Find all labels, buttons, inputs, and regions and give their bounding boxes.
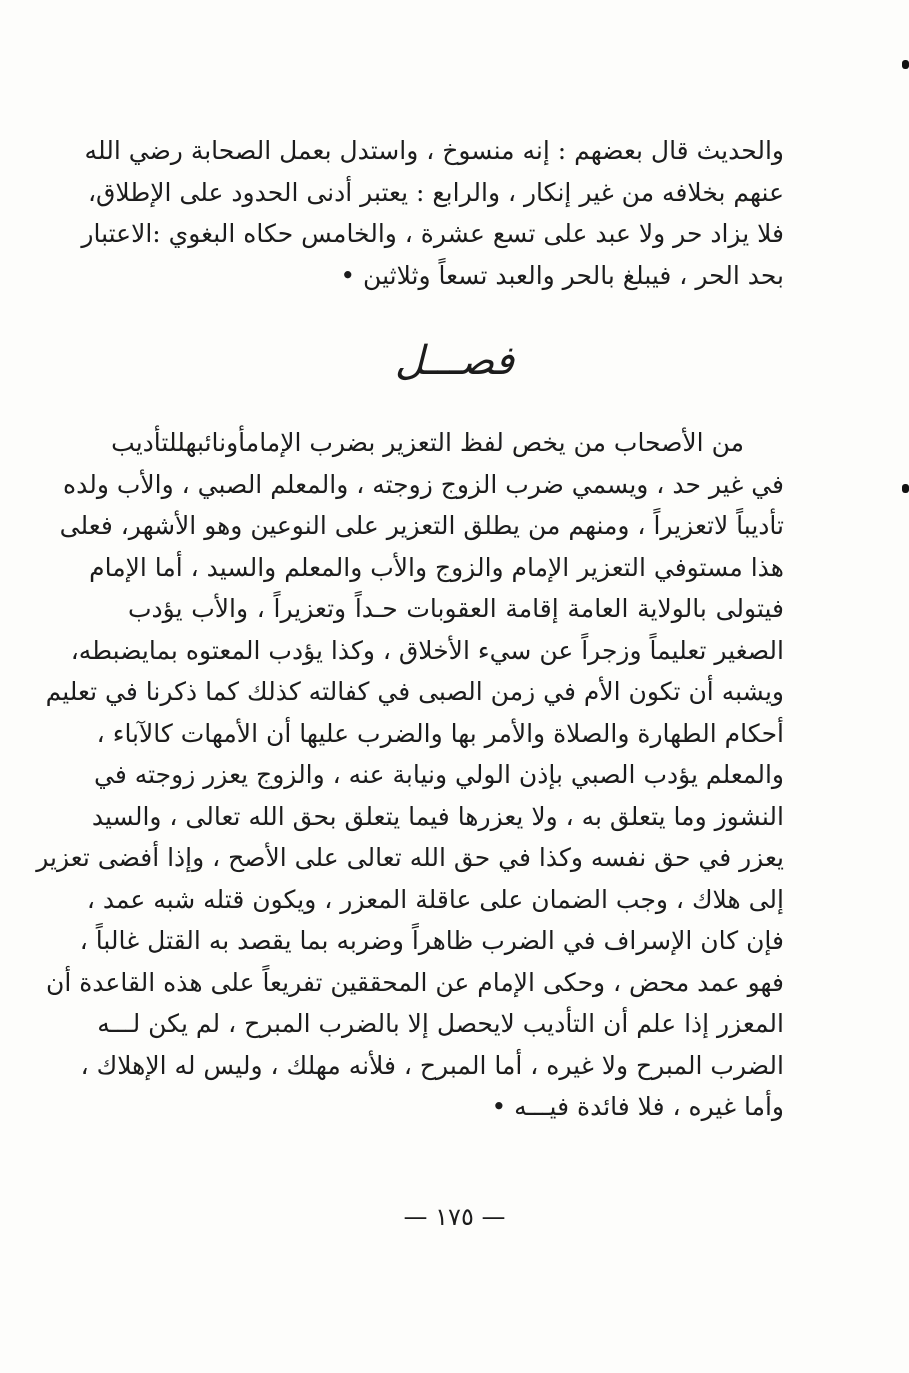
- scan-edge-mark: [902, 60, 909, 69]
- text-line: فإن كان الإسراف في الضرب ظاهراً وضربه بما يقصد به القتل غالباً ،: [79, 926, 784, 955]
- text-line: إلى هلاك ، وجب الضمان على عاقلة المعزر ، ويكون قتله شبه عمد ،: [86, 884, 784, 914]
- text-line: فيتولى بالولاية العامة إقامة العقوبات حـداً وتعزيراً ، والأب يؤدب: [128, 594, 784, 623]
- text-line: فلا يزاد حر ولا عبد على تسع عشرة ، والخامس حكاه البغوي :الاعتبار: [81, 219, 784, 248]
- section-heading: فصـــل: [394, 338, 515, 384]
- text-line: النشوز وما يتعلق به ، ولا يعزرها فيما يتعلق بحق الله تعالى ، والسيد: [91, 801, 784, 831]
- text-line: عنهم بخلافه من غير إنكار ، والرابع : يعتبر أدنى الحدود على الإطلاق،: [87, 177, 784, 207]
- text-line: تأديباً لاتعزيراً ، ومنهم من يطلق التعزير على النوعين وهو الأشهر، فعلى: [59, 511, 784, 540]
- text-line: في غير حد ، ويسمي ضرب الزوج زوجته ، والمعلم الصبي ، والأب ولده: [63, 469, 784, 499]
- text-line: الضرب المبرح ولا غيره ، أما المبرح ، فلأنه مهلك ، وليس له الإهلاك ،: [80, 1050, 784, 1080]
- text-line: ويشبه أن تكون الأم في زمن الصبى في كفالته كذلك كما ذكرنا في تعليم: [45, 677, 784, 706]
- text-line: بحد الحر ، فيبلغ بالحر والعبد تسعاً وثلاثين •: [340, 260, 784, 290]
- text-line: وأما غيره ، فلا فائدة فيـــه •: [491, 1092, 784, 1121]
- text-line: فهو عمد محض ، وحكى الإمام عن المحققين تفريعاً على هذه القاعدة أن: [45, 967, 784, 997]
- page-number: — ١٧٥ —: [403, 1203, 506, 1231]
- continuation-paragraph: [81, 130, 784, 296]
- text-line: يعزر في حق نفسه وكذا في حق الله تعالى على الأصح ، وإذا أفضى تعزير: [36, 843, 784, 872]
- text-line: من الأصحاب من يخص لفظ التعزير بضرب الإمامأونائبهللتأديب: [111, 428, 744, 457]
- main-paragraph: [36, 422, 784, 1128]
- scan-edge-mark: [902, 484, 909, 493]
- text-line: هذا مستوفي التعزير الإمام والزوج والأب والمعلم والسيد ، أما الإمام: [89, 552, 784, 582]
- text-line: المعزر إذا علم أن التأديب لايحصل إلا بالضرب المبرح ، لم يكن لـــه: [97, 1009, 784, 1038]
- text-line: أحكام الطهارة والصلاة والأمر بها والضرب عليها أن الأمهات كالآباء ،: [96, 718, 784, 748]
- text-line: والحديث قال بعضهم : إنه منسوخ ، واستدل بعمل الصحابة رضي الله: [84, 136, 784, 165]
- text-line: والمعلم يؤدب الصبي بإذن الولي ونيابة عنه ، والزوج يعزر زوجته في: [94, 760, 784, 789]
- text-line: الصغير تعليماً وزجراً عن سيء الأخلاق ، وكذا يؤدب المعتوه بمايضبطه،: [70, 635, 784, 665]
